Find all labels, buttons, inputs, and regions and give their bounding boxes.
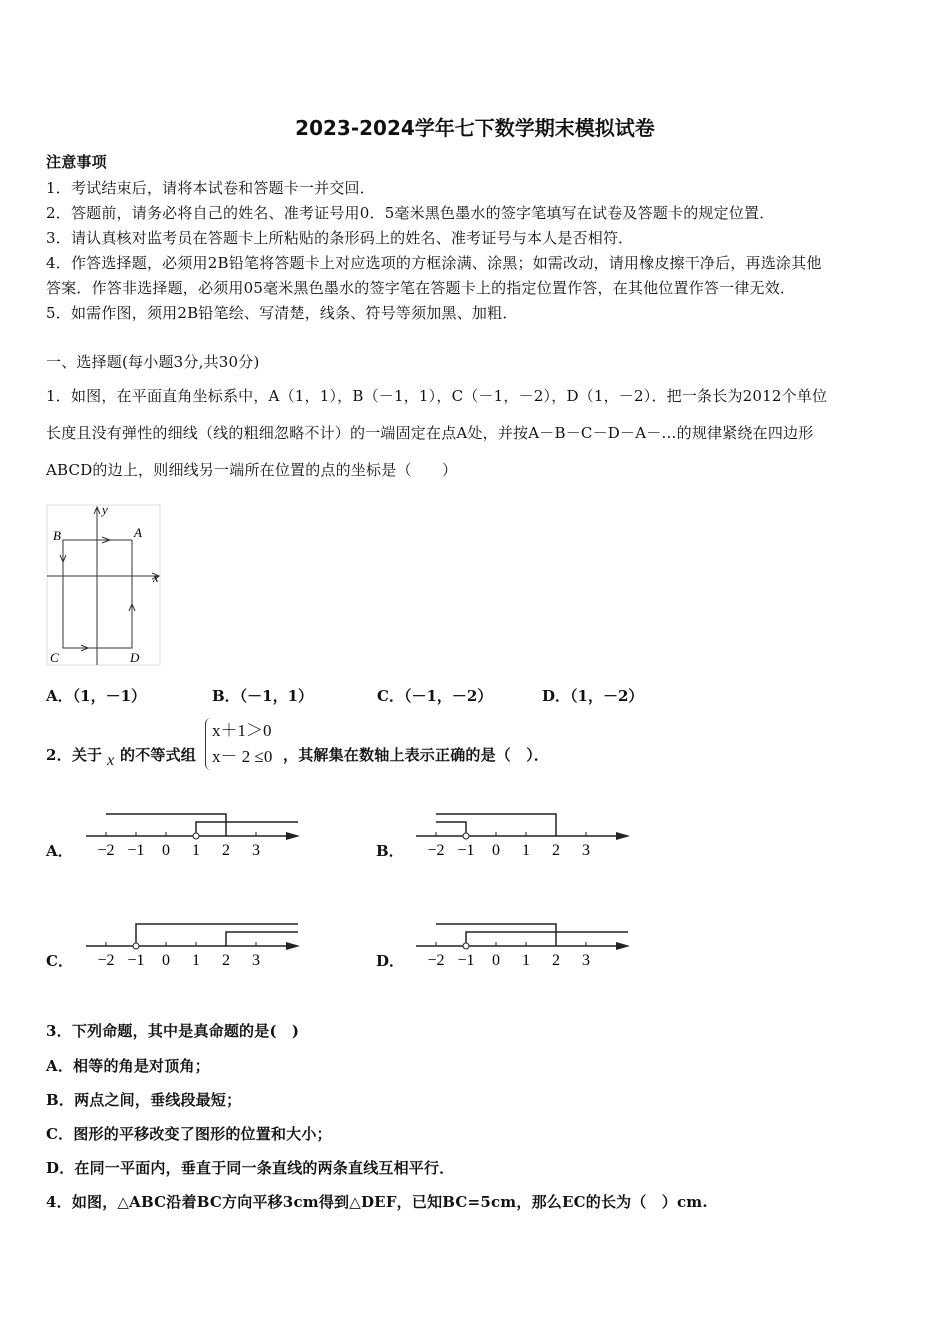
tick-label: 2 xyxy=(222,952,230,969)
tick-label: −1 xyxy=(457,842,475,859)
q1-text: 1．如图，在平面直角坐标系中，A（1，1），B（－1，1），C（－1，－2），D（1，－2）．把一条长为2012个单位 xyxy=(46,387,828,405)
q1-coordinate-figure xyxy=(40,500,170,670)
q2-prefix: 2．关于 xyxy=(46,746,103,764)
tick-label: 2 xyxy=(552,952,560,969)
tick-label: −2 xyxy=(427,842,445,859)
open-endpoint xyxy=(133,943,139,949)
note-item: 1．考试结束后，请将本试卷和答题卡一并交回． xyxy=(46,179,375,197)
tick-label: 2 xyxy=(552,842,560,859)
note-item: 2．答题前，请务必将自己的姓名、准考证号用0．5毫米黑色墨水的签字笔填写在试卷及答题卡的规定位置． xyxy=(46,204,775,222)
note-item: 5．如需作图，须用2B铅笔绘、写清楚，线条、符号等须加黑、加粗． xyxy=(46,304,518,322)
number-line-d xyxy=(410,910,640,980)
q1-text: 长度且没有弹性的细线（线的粗细忽略不计）的一端固定在点A处，并按A－B－C－D－A－…的规律紧绕在四边形 xyxy=(46,424,814,442)
open-endpoint xyxy=(463,943,469,949)
label-y: y xyxy=(102,502,108,517)
inequality-1: x＋1＞0 xyxy=(212,721,272,740)
number-line-b xyxy=(410,800,640,870)
tick-label: 0 xyxy=(492,842,500,859)
open-endpoint xyxy=(193,833,199,839)
q3-option-b[interactable]: B．两点之间，垂线段最短； xyxy=(46,1091,242,1109)
solution-ray xyxy=(436,822,466,836)
q2-variable: x xyxy=(107,752,115,769)
q2-option-c-label[interactable]: C． xyxy=(46,952,73,970)
tick-label: 2 xyxy=(222,842,230,859)
tick-label: 0 xyxy=(492,952,500,969)
tick-label: 0 xyxy=(162,842,170,859)
label-d: D xyxy=(130,650,140,665)
tick-label: 1 xyxy=(192,952,200,969)
open-endpoint xyxy=(463,833,469,839)
q3-stem: 3．下列命题，其中是真命题的是( ) xyxy=(46,1022,300,1040)
inequality-system xyxy=(205,718,272,770)
tick-label: −1 xyxy=(457,952,475,969)
q2-mid: 的不等式组 xyxy=(120,746,197,764)
arrow-head xyxy=(616,832,630,840)
label-c: C xyxy=(50,650,59,665)
q4-stem: 4．如图，△ABC沿着BC方向平移3cm得到△DEF，已知BC=5cm，那么EC的长为（ ）cm. xyxy=(46,1193,708,1211)
tick-label: 1 xyxy=(522,842,530,859)
solution-ray xyxy=(196,822,298,836)
tick-label: 0 xyxy=(162,952,170,969)
tick-label: −2 xyxy=(97,842,115,859)
number-line-c xyxy=(80,910,310,980)
section-heading: 一、选择题(每小题3分,共30分) xyxy=(46,353,260,371)
q3-option-c[interactable]: C．图形的平移改变了图形的位置和大小； xyxy=(46,1125,332,1143)
q2-option-b-label[interactable]: B． xyxy=(376,842,404,860)
solution-ray xyxy=(136,924,298,946)
q3-option-a[interactable]: A．相等的角是对顶角； xyxy=(46,1057,210,1075)
q3-option-d[interactable]: D．在同一平面内，垂直于同一条直线的两条直线互相平行． xyxy=(46,1159,455,1177)
arrow-head xyxy=(616,942,630,950)
q1-option-c[interactable]: C．（－1，－2） xyxy=(377,687,493,705)
tick-label: 1 xyxy=(522,952,530,969)
arrow-head xyxy=(286,832,300,840)
q1-option-d[interactable]: D．（1，－2） xyxy=(542,687,644,705)
label-a: A xyxy=(134,525,142,540)
inequality-2: x－ 2 ≤0 xyxy=(212,747,273,766)
tick-label: 1 xyxy=(192,842,200,859)
q2-suffix: ，其解集在数轴上表示正确的是（ ）． xyxy=(283,746,550,764)
tick-label: −1 xyxy=(127,952,145,969)
q2-option-d-label[interactable]: D． xyxy=(376,952,405,970)
tick-label: −1 xyxy=(127,842,145,859)
arrow-head xyxy=(286,942,300,950)
solution-ray xyxy=(466,932,628,946)
label-b: B xyxy=(53,528,61,543)
notes-heading: 注意事项 xyxy=(46,153,107,171)
note-item: 答案．作答非选择题，必须用05毫米黑色墨水的签字笔在答题卡上的指定位置作答，在其他位置作答一律无效． xyxy=(46,279,796,297)
q1-text: ABCD的边上，则细线另一端所在位置的点的坐标是（ ） xyxy=(46,461,458,479)
tick-label: −2 xyxy=(97,952,115,969)
page-title: 2023-2024学年七下数学期末模拟试卷 xyxy=(295,116,655,140)
q1-option-b[interactable]: B．（－1，1） xyxy=(212,687,314,705)
note-item: 4．作答选择题，必须用2B铅笔将答题卡上对应选项的方框涂满、涂黑；如需改动，请用橡皮擦干净后，再选涂其他 xyxy=(46,254,822,272)
tick-label: 3 xyxy=(582,842,590,859)
tick-label: −2 xyxy=(427,952,445,969)
number-line-a xyxy=(80,800,310,870)
tick-label: 3 xyxy=(252,842,260,859)
tick-label: 3 xyxy=(252,952,260,969)
note-item: 3．请认真核对监考员在答题卡上所粘贴的条形码上的姓名、准考证号与本人是否相符． xyxy=(46,229,634,247)
tick-label: 3 xyxy=(582,952,590,969)
q1-option-a[interactable]: A．（1，－1） xyxy=(46,687,147,705)
label-x: x xyxy=(153,570,159,585)
q2-option-a-label[interactable]: A． xyxy=(46,842,73,860)
